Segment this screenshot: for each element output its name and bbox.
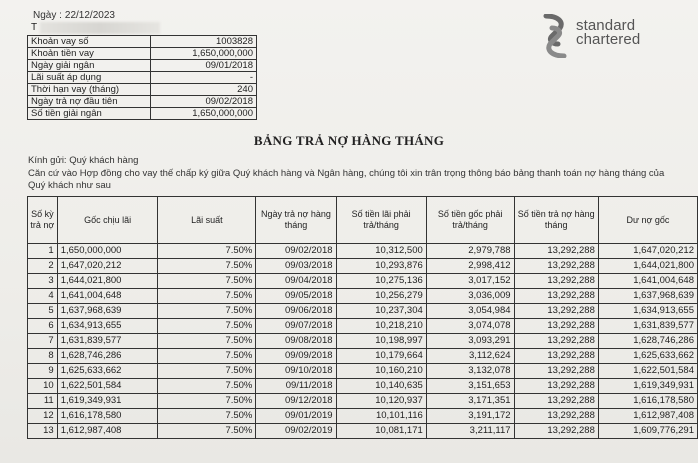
- interest-amount-cell: 10,218,210: [336, 319, 426, 334]
- customer-initial: T: [31, 22, 38, 33]
- interest-amount-cell: 10,198,997: [336, 334, 426, 349]
- principal-amount-cell: 3,151,653: [426, 379, 514, 394]
- principal-base-cell: 1,650,000,000: [57, 244, 158, 259]
- remaining-balance-cell: 1,644,021,800: [598, 259, 697, 274]
- remaining-balance-cell: 1,612,987,408: [598, 409, 697, 424]
- customer-name-line: [31, 22, 37, 33]
- table-row: [28, 394, 698, 409]
- principal-amount-cell: 3,191,172: [426, 409, 514, 424]
- loan-info-row: [28, 96, 257, 108]
- principal-amount-cell: 3,211,117: [426, 424, 514, 439]
- principal-base-cell: 1,619,349,931: [57, 394, 158, 409]
- interest-amount-cell: 10,293,876: [336, 259, 426, 274]
- total-payment-cell: 13,292,288: [514, 244, 598, 259]
- period-cell: 6: [28, 319, 58, 334]
- remaining-balance-cell: 1,637,968,639: [598, 289, 697, 304]
- date-line: [33, 10, 115, 21]
- loan-info-value: -: [151, 72, 257, 84]
- column-header: Ngày trả nợ hàng tháng: [256, 197, 336, 244]
- period-cell: 13: [28, 424, 58, 439]
- payment-date-cell: 09/03/2018: [256, 259, 336, 274]
- loan-info-label: Ngày giải ngân: [28, 60, 151, 72]
- total-payment-cell: 13,292,288: [514, 364, 598, 379]
- principal-amount-cell: 3,132,078: [426, 364, 514, 379]
- table-row: [28, 259, 698, 274]
- total-payment-cell: 13,292,288: [514, 259, 598, 274]
- interest-rate-cell: 7.50%: [158, 289, 256, 304]
- interest-amount-cell: 10,140,635: [336, 379, 426, 394]
- interest-amount-cell: 10,120,937: [336, 394, 426, 409]
- table-row: [28, 304, 698, 319]
- interest-rate-cell: 7.50%: [158, 274, 256, 289]
- principal-amount-cell: 2,998,412: [426, 259, 514, 274]
- schedule-header-row: [28, 197, 698, 244]
- payment-date-cell: 09/01/2019: [256, 409, 336, 424]
- loan-info-row: [28, 108, 257, 120]
- principal-amount-cell: 3,054,984: [426, 304, 514, 319]
- loan-info-label: Ngày trả nợ đầu tiên: [28, 96, 151, 108]
- period-cell: 5: [28, 304, 58, 319]
- total-payment-cell: 13,292,288: [514, 394, 598, 409]
- table-row: [28, 289, 698, 304]
- principal-base-cell: 1,634,913,655: [57, 319, 158, 334]
- payment-date-cell: 09/02/2019: [256, 424, 336, 439]
- column-header: Số tiền trả nợ hàng tháng: [514, 197, 598, 244]
- loan-info-label: Khoản vay số: [28, 36, 151, 48]
- period-cell: 11: [28, 394, 58, 409]
- loan-info-value: 1,650,000,000: [151, 108, 257, 120]
- date-value: 22/12/2023: [64, 10, 115, 21]
- period-cell: 9: [28, 364, 58, 379]
- payment-date-cell: 09/07/2018: [256, 319, 336, 334]
- loan-info-table: [27, 35, 257, 120]
- remaining-balance-cell: 1,616,178,580: [598, 394, 697, 409]
- principal-base-cell: 1,616,178,580: [57, 409, 158, 424]
- payment-date-cell: 09/12/2018: [256, 394, 336, 409]
- remaining-balance-cell: 1,609,776,291: [598, 424, 697, 439]
- repayment-schedule-table: [27, 196, 698, 439]
- payment-date-cell: 09/09/2018: [256, 349, 336, 364]
- table-row: [28, 334, 698, 349]
- remaining-balance-cell: 1,634,913,655: [598, 304, 697, 319]
- column-header: Dư nợ gốc: [598, 197, 697, 244]
- loan-info-row: [28, 36, 257, 48]
- interest-amount-cell: 10,160,210: [336, 364, 426, 379]
- interest-rate-cell: 7.50%: [158, 304, 256, 319]
- principal-amount-cell: 3,017,152: [426, 274, 514, 289]
- loan-info-label: Khoản tiền vay: [28, 48, 151, 60]
- total-payment-cell: 13,292,288: [514, 304, 598, 319]
- table-row: [28, 379, 698, 394]
- loan-info-label: Thời hạn vay (tháng): [28, 84, 151, 96]
- principal-amount-cell: 3,074,078: [426, 319, 514, 334]
- remaining-balance-cell: 1,647,020,212: [598, 244, 697, 259]
- principal-base-cell: 1,637,968,639: [57, 304, 158, 319]
- period-cell: 1: [28, 244, 58, 259]
- payment-date-cell: 09/02/2018: [256, 244, 336, 259]
- payment-date-cell: 09/06/2018: [256, 304, 336, 319]
- loan-info-row: [28, 84, 257, 96]
- interest-rate-cell: 7.50%: [158, 319, 256, 334]
- column-header: Lãi suất: [158, 197, 256, 244]
- interest-rate-cell: 7.50%: [158, 424, 256, 439]
- payment-date-cell: 09/04/2018: [256, 274, 336, 289]
- loan-info-value: 09/02/2018: [151, 96, 257, 108]
- principal-base-cell: 1,631,839,577: [57, 334, 158, 349]
- loan-info-label: Số tiền giải ngân: [28, 108, 151, 120]
- principal-base-cell: 1,628,746,286: [57, 349, 158, 364]
- remaining-balance-cell: 1,631,839,577: [598, 319, 697, 334]
- table-row: [28, 319, 698, 334]
- intro-paragraph: Căn cứ vào Hợp đồng cho vay thế chấp ký giữa Quý khách hàng và Ngân hàng, chúng tôi xin trân trọng thông báo bảng thanh toán nợ hàng tháng của Quý khách như sau: [28, 168, 665, 191]
- total-payment-cell: 13,292,288: [514, 274, 598, 289]
- total-payment-cell: 13,292,288: [514, 424, 598, 439]
- total-payment-cell: 13,292,288: [514, 409, 598, 424]
- greeting: Kính gửi: Quý khách hàng: [28, 155, 139, 166]
- loan-info-row: [28, 60, 257, 72]
- document-title: BẢNG TRẢ NỢ HÀNG THÁNG: [253, 133, 445, 148]
- loan-info-value: 240: [151, 84, 257, 96]
- payment-date-cell: 09/11/2018: [256, 379, 336, 394]
- principal-amount-cell: 3,112,624: [426, 349, 514, 364]
- period-cell: 12: [28, 409, 58, 424]
- period-cell: 2: [28, 259, 58, 274]
- standard-chartered-logo-icon: [540, 14, 570, 58]
- total-payment-cell: 13,292,288: [514, 289, 598, 304]
- period-cell: 8: [28, 349, 58, 364]
- interest-rate-cell: 7.50%: [158, 334, 256, 349]
- principal-amount-cell: 3,093,291: [426, 334, 514, 349]
- payment-date-cell: 09/05/2018: [256, 289, 336, 304]
- principal-base-cell: 1,647,020,212: [57, 259, 158, 274]
- table-row: [28, 349, 698, 364]
- brand-line-2: chartered: [576, 31, 641, 48]
- remaining-balance-cell: 1,619,349,931: [598, 379, 697, 394]
- total-payment-cell: 13,292,288: [514, 349, 598, 364]
- table-row: [28, 274, 698, 289]
- remaining-balance-cell: 1,622,501,584: [598, 364, 697, 379]
- interest-amount-cell: 10,256,279: [336, 289, 426, 304]
- interest-rate-cell: 7.50%: [158, 349, 256, 364]
- table-row: [28, 424, 698, 439]
- date-label: Ngày :: [33, 10, 62, 21]
- principal-base-cell: 1,641,004,648: [57, 289, 158, 304]
- period-cell: 4: [28, 289, 58, 304]
- principal-base-cell: 1,644,021,800: [57, 274, 158, 289]
- table-row: [28, 409, 698, 424]
- payment-date-cell: 09/10/2018: [256, 364, 336, 379]
- table-row: [28, 244, 698, 259]
- total-payment-cell: 13,292,288: [514, 334, 598, 349]
- principal-base-cell: 1,612,987,408: [57, 424, 158, 439]
- period-cell: 7: [28, 334, 58, 349]
- column-header: Số tiền lãi phải trả/tháng: [336, 197, 426, 244]
- principal-amount-cell: 3,171,351: [426, 394, 514, 409]
- column-header: Số tiền gốc phải trả/tháng: [426, 197, 514, 244]
- table-row: [28, 364, 698, 379]
- principal-base-cell: 1,625,633,662: [57, 364, 158, 379]
- interest-rate-cell: 7.50%: [158, 259, 256, 274]
- interest-amount-cell: 10,101,116: [336, 409, 426, 424]
- interest-amount-cell: 10,312,500: [336, 244, 426, 259]
- loan-info-label: Lãi suất áp dụng: [28, 72, 151, 84]
- interest-amount-cell: 10,081,171: [336, 424, 426, 439]
- payment-date-cell: 09/08/2018: [256, 334, 336, 349]
- period-cell: 10: [28, 379, 58, 394]
- bank-logo: [540, 14, 670, 60]
- remaining-balance-cell: 1,628,746,286: [598, 334, 697, 349]
- remaining-balance-cell: 1,625,633,662: [598, 349, 697, 364]
- column-header: Số kỳ trả nợ: [28, 197, 58, 244]
- principal-amount-cell: 3,036,009: [426, 289, 514, 304]
- principal-amount-cell: 2,979,788: [426, 244, 514, 259]
- loan-info-row: [28, 48, 257, 60]
- loan-info-value: 09/01/2018: [151, 60, 257, 72]
- loan-info-value: 1003828: [151, 36, 257, 48]
- total-payment-cell: 13,292,288: [514, 319, 598, 334]
- remaining-balance-cell: 1,641,004,648: [598, 274, 697, 289]
- redacted-area: [40, 22, 160, 34]
- loan-info-value: 1,650,000,000: [151, 48, 257, 60]
- brand-line-1: standard: [576, 17, 636, 34]
- interest-rate-cell: 7.50%: [158, 394, 256, 409]
- loan-info-row: [28, 72, 257, 84]
- period-cell: 3: [28, 274, 58, 289]
- interest-amount-cell: 10,237,304: [336, 304, 426, 319]
- brand-name: [576, 19, 640, 47]
- column-header: Gốc chịu lãi: [57, 197, 158, 244]
- interest-amount-cell: 10,179,664: [336, 349, 426, 364]
- interest-rate-cell: 7.50%: [158, 379, 256, 394]
- principal-base-cell: 1,622,501,584: [57, 379, 158, 394]
- interest-rate-cell: 7.50%: [158, 364, 256, 379]
- total-payment-cell: 13,292,288: [514, 379, 598, 394]
- interest-rate-cell: 7.50%: [158, 244, 256, 259]
- interest-amount-cell: 10,275,136: [336, 274, 426, 289]
- interest-rate-cell: 7.50%: [158, 409, 256, 424]
